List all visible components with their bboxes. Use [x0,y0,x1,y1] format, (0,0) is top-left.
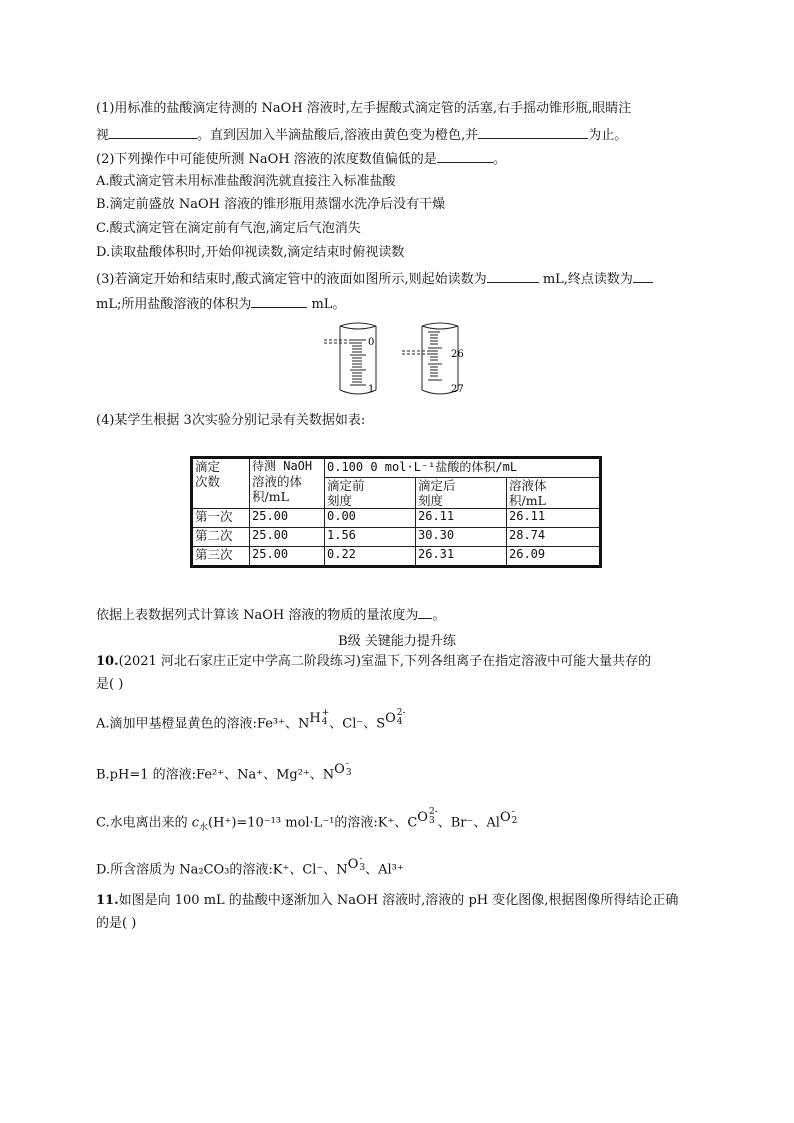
ion-charge: 2- [428,807,438,817]
q10-option-c-text-b: (H⁺)=10⁻¹³ mol·L⁻¹的溶液:K⁺、C [208,815,418,831]
q11-number: 11. [96,893,119,908]
header-after [416,478,507,509]
q9-part2-end: 。 [492,152,506,167]
answer-blank-7[interactable] [418,606,432,619]
header-volume [507,478,601,509]
ion-symbol: O [347,856,359,872]
ion-subscript: 3 [345,768,352,778]
table-cell: 26.11 [507,509,601,528]
table-cell: 26.11 [416,509,507,528]
ion-charge: - [511,807,515,817]
ion-charge: 2- [396,708,406,718]
header-after-l2: 刻度 [418,493,444,508]
q11-stem-line1 [96,893,678,909]
q9-part4-line: (4)某学生根据 3次实验分别记录有关数据如表: [96,413,366,428]
q10-number: 10. [96,654,119,669]
table-cell: 26.09 [507,547,601,567]
answer-blank-4[interactable] [487,270,539,283]
q9-part1-text-a: 视 [96,128,110,143]
header-volume-l2: 积/mL [509,493,546,508]
table-cell: 第一次 [192,509,250,528]
q9-option-d: D.读取盐酸体积时,开始仰视读数,滴定结束时俯视读数 [96,245,405,260]
header-hcl-label: 0.100 0 mol·L⁻¹盐酸的体积/mL [327,460,518,474]
q9-part1-text-b: 。直到因加入半滴盐酸后,溶液由黄色变为橙色,并 [197,128,479,143]
ion-subscript: 4 [321,717,328,727]
sulfate-ion [385,708,406,733]
ion-subscript: 3 [428,816,435,826]
nitrate-ion [334,759,352,784]
table-cell: 25.00 [250,528,325,547]
q10-stem-a: (2021 河北石家庄正定中学高二阶段练习)室温下,下列各组离子在指定溶液中可能大量共存的 [118,654,652,669]
table-cell: 26.31 [416,547,507,567]
q9-part3-text-d: mL。 [307,297,346,312]
table-row [192,547,601,567]
q10-option-a-text: A.滴加甲基橙显黄色的溶液:Fe³⁺、N [96,716,310,732]
q10-option-a [96,708,406,733]
q9-part1-text-c: 为止。 [588,128,628,143]
q10-option-d-rest: 、Al³⁺ [365,862,404,878]
q9-option-c: C.酸式滴定管在滴定前有气泡,滴定后气泡消失 [96,221,361,236]
right-burette [402,323,458,394]
q9-option-b: B.滴定前盛放 NaOH 溶液的锥形瓶用蒸馏水洗净后没有干燥 [96,197,446,212]
ion-charge: - [345,759,349,769]
q9-part5-end: 。 [432,608,446,623]
burette-figure [318,318,478,400]
answer-blank-5[interactable] [633,270,653,283]
water-subscript: 水 [199,823,209,834]
header-before-l2: 刻度 [327,493,353,508]
ion-symbol: O [385,710,396,726]
ion-charge: + [321,708,330,718]
ion-subscript: 4 [396,717,403,727]
q9-part1-line1: (1)用标准的盐酸滴定待测的 NaOH 溶液时,左手握酸式滴定管的活塞,右手摇动锥形瓶,眼睛注 [96,101,632,116]
answer-blank-1[interactable] [109,126,197,139]
q11-stem-a: 如图是向 100 mL 的盐酸中逐渐加入 NaOH 溶液时,溶液的 pH 变化图像,根据图像所得结论正确 [118,893,679,908]
q10-option-d [96,854,404,879]
q9-part1-line2 [96,126,627,144]
q10-option-a-rest: 、Cl⁻、S [329,716,386,732]
right-burette-bottom-label: 27 [451,384,464,395]
header-naoh-l2: 溶液的体 [252,474,303,489]
ion-symbol: H [309,710,321,726]
table-row [192,509,601,528]
header-times-l2: 次数 [195,474,221,489]
header-after-l1: 滴定后 [418,478,456,493]
ammonium-ion [309,708,330,733]
table-cell: 28.74 [507,528,601,547]
header-naoh-l1: 待测 NaOH [252,459,313,473]
q9-part2-line [96,150,506,168]
header-before [325,478,416,509]
header-before-l1: 滴定前 [327,478,365,493]
q9-part3-text-b: mL,终点读数为 [538,272,633,287]
ion-subscript: 2 [511,816,518,826]
table-cell: 1.56 [325,528,416,547]
answer-blank-6[interactable] [251,295,307,308]
table-cell: 第二次 [192,528,250,547]
header-volume-l1: 溶液体 [509,478,547,493]
table-cell: 第三次 [192,547,250,567]
q10-option-c [96,807,518,836]
q11-stem-line2: 的是( ) [96,916,137,931]
table-cell: 0.00 [325,509,416,528]
table-row [192,528,601,547]
answer-blank-2[interactable] [478,126,588,139]
section-b-heading: B级 关键能力提升练 [338,634,456,649]
aluminate-ion [499,807,518,832]
q9-part3-line2 [96,295,345,313]
q10-option-b-text: B.pH=1 的溶液:Fe²⁺、Na⁺、Mg²⁺、N [96,767,335,783]
table-cell: 25.00 [250,509,325,528]
ion-symbol: O [499,809,511,825]
q9-option-a: A.酸式滴定管未用标准盐酸润洗就直接注入标准盐酸 [96,174,396,189]
ion-charge: - [359,854,363,864]
q10-stem-line1 [96,654,651,670]
q10-stem-line2: 是( ) [96,677,124,692]
q10-option-b [96,759,352,784]
header-naoh-l3: 积/mL [252,489,289,504]
titration-data-table [190,456,602,568]
header-times [192,458,250,509]
q9-part2-text: (2)下列操作中可能使所测 NaOH 溶液的浓度数值偏低的是 [96,152,437,167]
q9-part5-line [96,606,445,624]
q9-part3-text-a: (3)若滴定开始和结束时,酸式滴定管中的液面如图所示,则起始读数为 [96,272,487,287]
q10-option-c-text-c: 、Br⁻、Al [437,815,500,831]
q9-part3-text-c: mL;所用盐酸溶液的体积为 [96,297,252,312]
header-times-l1: 滴定 [195,459,221,474]
header-naoh-volume [250,458,325,509]
q9-part3-line1 [96,270,653,288]
c-symbol: c [191,815,200,831]
q10-option-d-text: D.所含溶质为 Na₂CO₃的溶液:K⁺、Cl⁻、N [96,862,348,878]
header-hcl-volume [325,458,601,478]
table-cell: 0.22 [325,547,416,567]
right-burette-top-label: 26 [451,349,464,360]
carbonate-ion [417,807,438,832]
table-cell: 30.30 [416,528,507,547]
ion-symbol: O [334,761,345,777]
ion-subscript: 3 [359,863,366,873]
left-burette-bottom-label: 1 [368,384,375,395]
q10-option-c-text: C.水电离出来的 [96,815,192,831]
ion-symbol: O [417,809,428,825]
q9-part5-text: 依据上表数据列式计算该 NaOH 溶液的物质的量浓度为 [96,608,419,623]
nitrate-ion [347,854,366,879]
left-burette-top-label: 0 [368,337,375,348]
answer-blank-3[interactable] [437,150,493,163]
table-cell: 25.00 [250,547,325,567]
